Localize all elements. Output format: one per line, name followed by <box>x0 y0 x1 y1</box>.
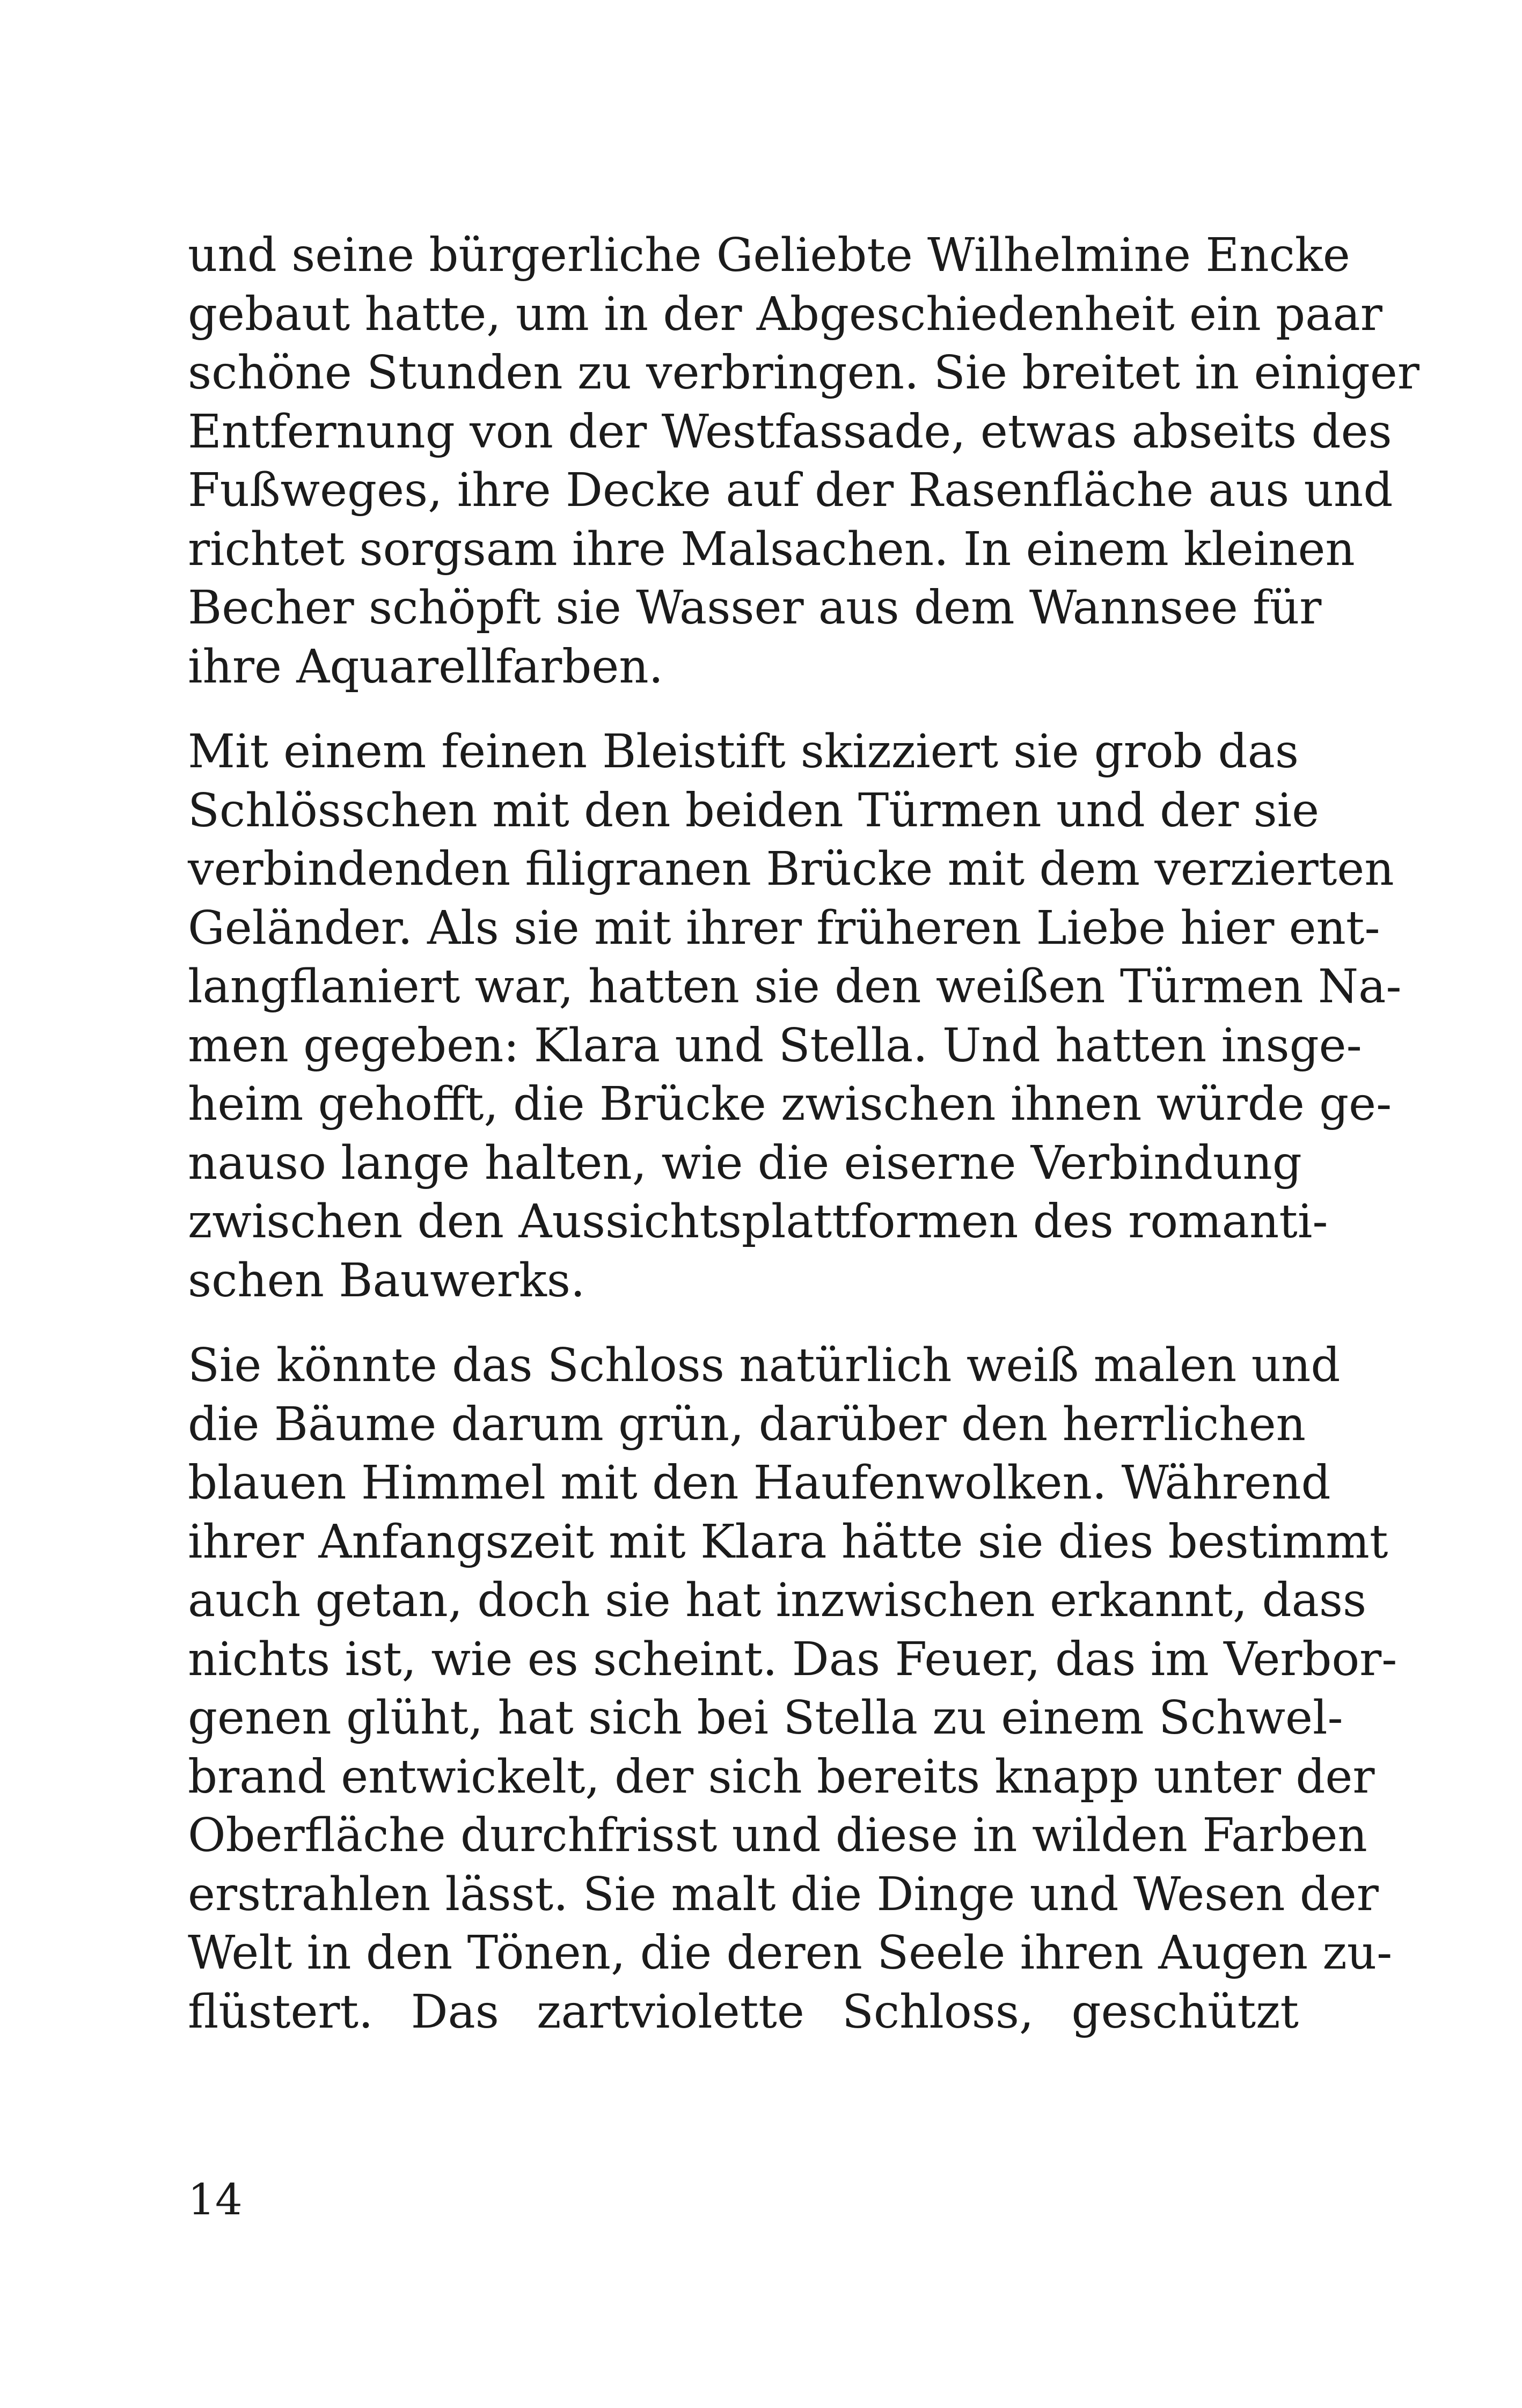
text-line: heim gehofft, die Brücke zwischen ihnen würde ge- <box>188 1077 1392 1131</box>
text-line: erstrahlen lässt. Sie malt die Dinge und Wesen der <box>188 1867 1379 1921</box>
text-line: brand entwickelt, der sich bereits knapp unter der <box>188 1750 1375 1804</box>
text-line: blauen Himmel mit den Haufenwolken. Während <box>188 1456 1331 1510</box>
text-line: flüstert. Das zartviolette Schloss, geschützt <box>188 1985 1299 2039</box>
text-line: Welt in den Tönen, die deren Seele ihren Augen zu- <box>188 1926 1393 1980</box>
page-number: 14 <box>188 2175 243 2225</box>
text-line: Entfernung von der Westfassade, etwas abseits des <box>188 405 1392 459</box>
text-line: Fußweges, ihre Decke auf der Rasenfläche aus und <box>188 464 1393 517</box>
text-line: nichts ist, wie es scheint. Das Feuer, das im Verbor- <box>188 1632 1397 1686</box>
text-line: Sie könnte das Schloss natürlich weiß malen und <box>188 1339 1341 1392</box>
text-line: Oberfläche durchfrisst und diese in wilden Farben <box>188 1809 1367 1862</box>
text-line: und seine bürgerliche Geliebte Wilhelmine Encke <box>188 229 1350 282</box>
text-line: auch getan, doch sie hat inzwischen erkannt, dass <box>188 1574 1367 1627</box>
text-line: ihre Aquarellfarben. <box>188 640 663 694</box>
text-line: richtet sorgsam ihre Malsachen. In einem kleinen <box>188 522 1355 576</box>
text-line: schöne Stunden zu verbringen. Sie breitet in einiger <box>188 346 1419 400</box>
text-line: nauso lange halten, wie die eiserne Verbindung <box>188 1136 1302 1190</box>
paragraph-3 <box>188 1337 1397 2042</box>
text-line: verbindenden filigranen Brücke mit dem verzierten <box>188 842 1394 896</box>
text-line: langflaniert war, hatten sie den weißen Türmen Na- <box>188 960 1402 1014</box>
text-line: die Bäume darum grün, darüber den herrlichen <box>188 1397 1306 1451</box>
paragraph-2 <box>188 723 1402 1310</box>
text-line: Schlösschen mit den beiden Türmen und der sie <box>188 783 1320 838</box>
text-line: men gegeben: Klara und Stella. Und hatten insge- <box>188 1018 1362 1073</box>
text-line: schen Bauwerks. <box>188 1253 586 1308</box>
text-line: ihrer Anfangszeit mit Klara hätte sie dies bestimmt <box>188 1515 1388 1569</box>
text-line: genen glüht, hat sich bei Stella zu einem Schwel- <box>188 1691 1343 1745</box>
text-line: gebaut hatte, um in der Abgeschiedenheit ein paar <box>188 287 1382 341</box>
paragraph-1 <box>188 226 1419 696</box>
text-line: Mit einem feinen Bleistift skizziert sie grob das <box>188 725 1299 779</box>
text-line: Geländer. Als sie mit ihrer früheren Liebe hier ent- <box>188 901 1380 955</box>
text-line: zwischen den Aussichtsplattformen des romanti- <box>188 1195 1328 1249</box>
text-line: Becher schöpft sie Wasser aus dem Wannsee für <box>188 581 1322 635</box>
body-text <box>188 226 1419 2042</box>
